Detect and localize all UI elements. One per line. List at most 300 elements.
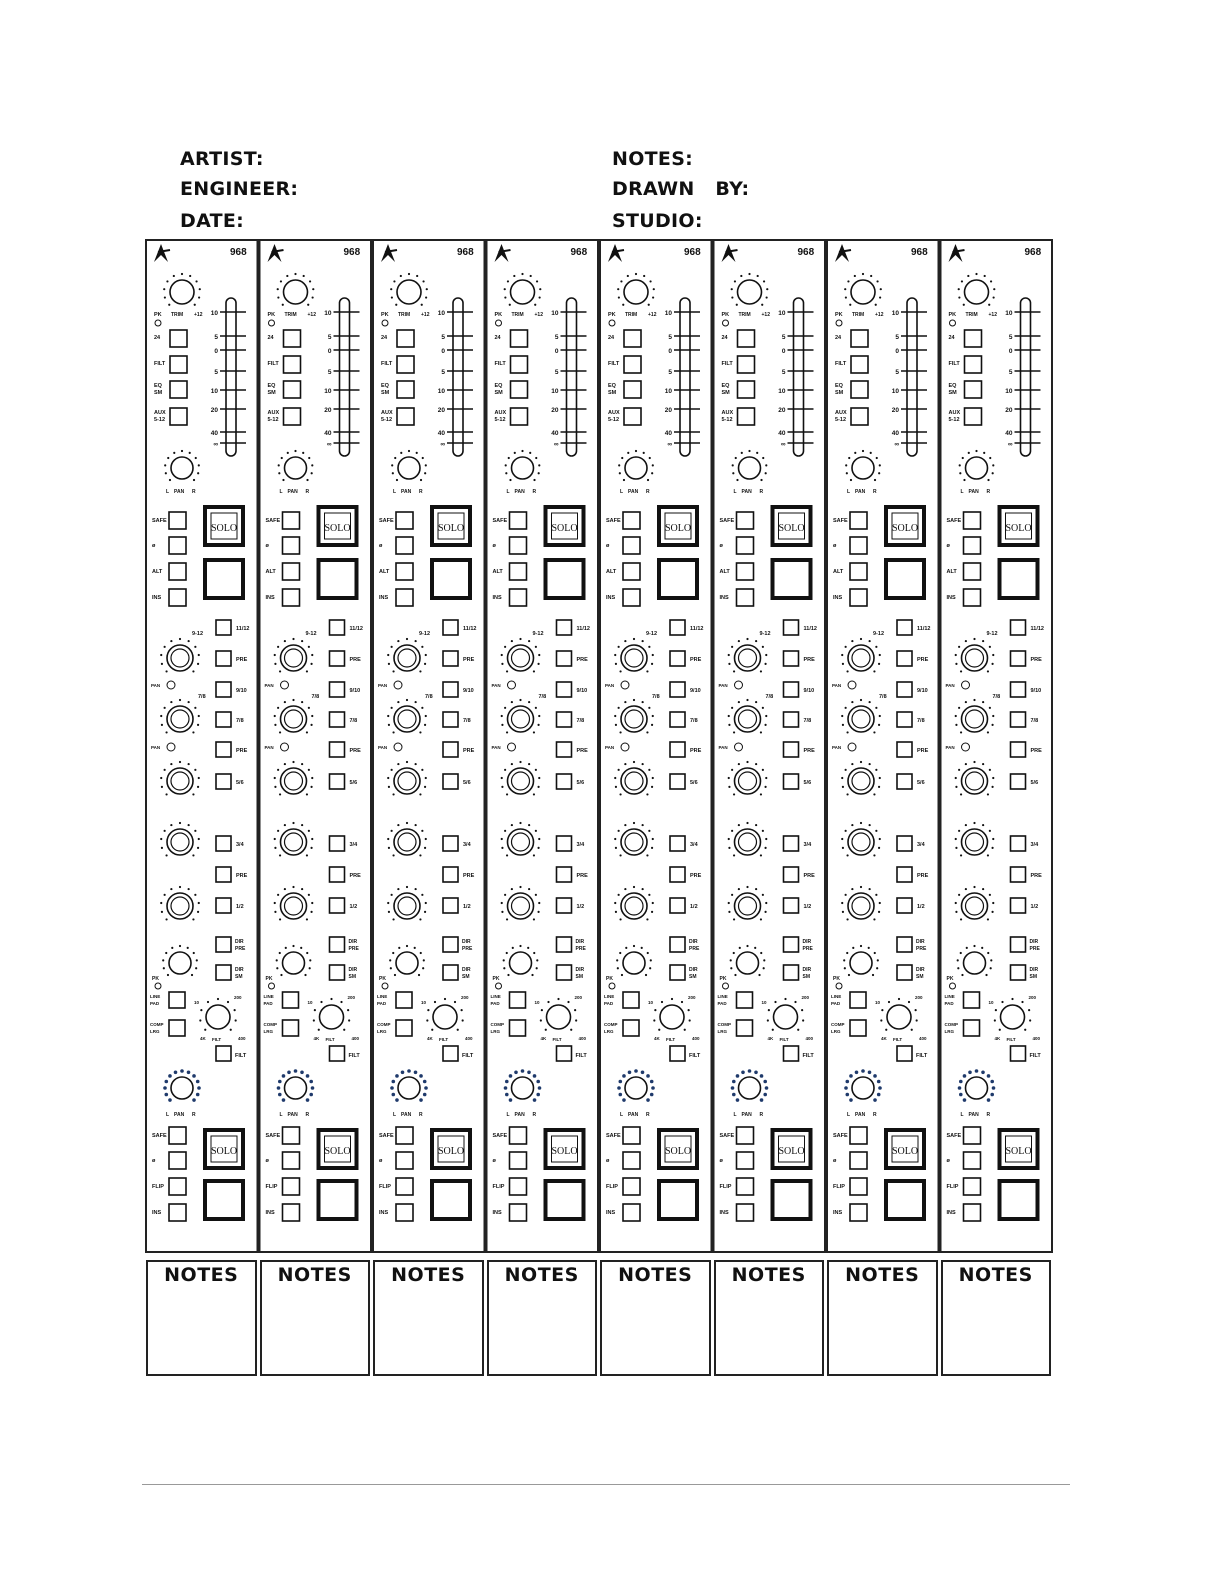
- top-switch-3[interactable]: [170, 408, 187, 425]
- aux-switch-0[interactable]: [216, 620, 231, 635]
- aux-switch-1[interactable]: [1011, 651, 1026, 666]
- top-switch-2[interactable]: [624, 381, 641, 398]
- bottom-switch-1[interactable]: [850, 1152, 867, 1169]
- aux-switch-4[interactable]: [670, 742, 685, 757]
- dir-switch-0[interactable]: [557, 937, 572, 952]
- pan-l-label: L: [393, 489, 397, 495]
- channel-notes-box[interactable]: [373, 1260, 484, 1376]
- top-switch-0[interactable]: [624, 330, 641, 347]
- top-switch-0[interactable]: [511, 330, 528, 347]
- aux-switch-5[interactable]: [670, 774, 685, 789]
- top-switch-3[interactable]: [624, 408, 641, 425]
- filt-switch[interactable]: [897, 1046, 912, 1061]
- line-switch-0[interactable]: [964, 992, 980, 1008]
- knob-dot: [738, 701, 740, 703]
- switch-label: ø: [946, 543, 950, 549]
- aux-switch-7[interactable]: [443, 867, 458, 882]
- aux-switch-1[interactable]: [670, 651, 685, 666]
- top-switch-3[interactable]: [511, 408, 528, 425]
- line-switch-0[interactable]: [623, 992, 639, 1008]
- aux-switch-8[interactable]: [216, 898, 231, 913]
- filt-switch[interactable]: [670, 1046, 685, 1061]
- top-switch-1[interactable]: [738, 356, 755, 373]
- aux-switch-8[interactable]: [784, 898, 799, 913]
- switch-label: EQ: [494, 383, 503, 389]
- knob-dot: [767, 1019, 769, 1021]
- notes-header-label: NOTES:: [612, 148, 694, 170]
- knob-dot: [188, 824, 190, 826]
- top-switch-2[interactable]: [511, 381, 528, 398]
- bottom-switch-1[interactable]: [737, 1152, 754, 1169]
- aux-switch-3[interactable]: [216, 712, 231, 727]
- bottom-switch-0[interactable]: [623, 1127, 640, 1144]
- knob-dot: [174, 1070, 178, 1074]
- aux-switch-6[interactable]: [1011, 836, 1026, 851]
- line-switch-0[interactable]: [169, 992, 185, 1008]
- line-switch-0[interactable]: [510, 992, 526, 1008]
- dir-label: PRE: [802, 946, 813, 952]
- knob-dot: [179, 945, 181, 947]
- aux-pan-label: PAN: [832, 683, 842, 688]
- line-switch-1[interactable]: [396, 1020, 412, 1036]
- dir-switch-0[interactable]: [216, 937, 231, 952]
- aux-switch-7[interactable]: [216, 867, 231, 882]
- aux-switch-0[interactable]: [330, 620, 345, 635]
- channel-notes-box[interactable]: [827, 1260, 938, 1376]
- aux-switch-5[interactable]: [784, 774, 799, 789]
- top-switch-1[interactable]: [170, 356, 187, 373]
- line-switch-0[interactable]: [737, 992, 753, 1008]
- top-switch-2[interactable]: [851, 381, 868, 398]
- aux-switch-2[interactable]: [557, 682, 572, 697]
- top-switch-2[interactable]: [738, 381, 755, 398]
- top-switch-2[interactable]: [965, 381, 982, 398]
- top-switch-0[interactable]: [170, 330, 187, 347]
- knob-dot: [860, 699, 862, 701]
- knob-dot: [633, 822, 635, 824]
- knob-dot: [540, 1019, 542, 1021]
- knob-dot: [179, 886, 181, 888]
- aux-switch-0[interactable]: [897, 620, 912, 635]
- aux-switch-1[interactable]: [216, 651, 231, 666]
- mute-button-2[interactable]: [773, 1181, 811, 1219]
- aux-switch-5[interactable]: [330, 774, 345, 789]
- aux-switch-2[interactable]: [330, 682, 345, 697]
- mid-switch-1[interactable]: [850, 537, 867, 554]
- bottom-switch-2[interactable]: [283, 1178, 300, 1195]
- top-switch-2[interactable]: [170, 381, 187, 398]
- aux-switch-2[interactable]: [443, 682, 458, 697]
- line-label: COMP: [944, 1022, 958, 1027]
- mid-switch-0[interactable]: [737, 512, 754, 529]
- mid-switch-2[interactable]: [169, 563, 186, 580]
- aux-switch-3[interactable]: [784, 712, 799, 727]
- mute-button[interactable]: [432, 560, 470, 598]
- aux-switch-1[interactable]: [784, 651, 799, 666]
- knob-dot: [170, 888, 172, 890]
- mid-switch-2[interactable]: [283, 563, 300, 580]
- bottom-switch-3[interactable]: [510, 1204, 527, 1221]
- knob-dot: [619, 670, 621, 672]
- channel-notes-box[interactable]: [714, 1260, 825, 1376]
- aux-switch-5[interactable]: [443, 774, 458, 789]
- knob-dot: [461, 1009, 463, 1011]
- bottom-switch-0[interactable]: [169, 1127, 186, 1144]
- top-switch-2[interactable]: [397, 381, 414, 398]
- filt-switch[interactable]: [443, 1046, 458, 1061]
- mid-switch-2[interactable]: [623, 563, 640, 580]
- filt-freq: 4K: [427, 1036, 433, 1041]
- aux-switch-6[interactable]: [897, 836, 912, 851]
- aux-switch-label: 3/4: [803, 842, 812, 848]
- line-switch-1[interactable]: [737, 1020, 753, 1036]
- aux-switch-4[interactable]: [897, 742, 912, 757]
- dir-switch-1[interactable]: [216, 965, 231, 980]
- solo-label: SOLO: [551, 523, 578, 534]
- knob-dot: [197, 472, 199, 474]
- bottom-switch-1[interactable]: [964, 1152, 981, 1169]
- line-switch-1[interactable]: [169, 1020, 185, 1036]
- mute-button-2[interactable]: [432, 1181, 470, 1219]
- bottom-switch-2[interactable]: [737, 1178, 754, 1195]
- aux-switch-6[interactable]: [670, 836, 685, 851]
- line-switch-0[interactable]: [396, 992, 412, 1008]
- bottom-switch-0[interactable]: [396, 1127, 413, 1144]
- mid-switch-1[interactable]: [737, 537, 754, 554]
- aux-switch-1[interactable]: [443, 651, 458, 666]
- aux-switch-4[interactable]: [557, 742, 572, 757]
- line-switch-1[interactable]: [850, 1020, 866, 1036]
- bottom-switch-0[interactable]: [283, 1127, 300, 1144]
- bottom-switch-2[interactable]: [510, 1178, 527, 1195]
- top-switch-1[interactable]: [851, 356, 868, 373]
- aux-switch-8[interactable]: [330, 898, 345, 913]
- aux-switch-3[interactable]: [443, 712, 458, 727]
- aux-switch-8[interactable]: [670, 898, 685, 913]
- aux-switch-4[interactable]: [216, 742, 231, 757]
- top-switch-0[interactable]: [738, 330, 755, 347]
- dir-switch-1[interactable]: [897, 965, 912, 980]
- mute-button-2[interactable]: [319, 1181, 357, 1219]
- mid-switch-0[interactable]: [169, 512, 186, 529]
- bottom-switch-0[interactable]: [510, 1127, 527, 1144]
- aux-switch-7[interactable]: [557, 867, 572, 882]
- mid-switch-3[interactable]: [283, 589, 300, 606]
- knob-dot: [651, 786, 653, 788]
- solo-label-2: SOLO: [324, 1146, 351, 1157]
- pan-r-label: R: [305, 1112, 310, 1118]
- notes-box-label: NOTES: [731, 1264, 806, 1286]
- aux-switch-4[interactable]: [443, 742, 458, 757]
- aux-switch-1[interactable]: [897, 651, 912, 666]
- filt-switch-label: FILT: [1029, 1053, 1041, 1059]
- mute-button[interactable]: [546, 560, 584, 598]
- aux-switch-0[interactable]: [443, 620, 458, 635]
- knob-dot: [990, 967, 992, 969]
- filt-freq: 400: [919, 1036, 927, 1041]
- bottom-switch-0[interactable]: [737, 1127, 754, 1144]
- top-switch-3[interactable]: [965, 408, 982, 425]
- top-switch-1[interactable]: [624, 356, 641, 373]
- aux-switch-6[interactable]: [443, 836, 458, 851]
- knob-dot: [618, 646, 620, 648]
- aux-switch-3[interactable]: [557, 712, 572, 727]
- mid-switch-3[interactable]: [510, 589, 527, 606]
- bottom-switch-3[interactable]: [964, 1204, 981, 1221]
- top-switch-3[interactable]: [851, 408, 868, 425]
- aux-switch-3[interactable]: [670, 712, 685, 727]
- knob-dot: [397, 824, 399, 826]
- mute-button[interactable]: [205, 560, 243, 598]
- top-switch-1[interactable]: [397, 356, 414, 373]
- pk-label: PK: [608, 312, 616, 318]
- knob-dot: [624, 701, 626, 703]
- filt-switch[interactable]: [216, 1046, 231, 1061]
- bottom-switch-1[interactable]: [396, 1152, 413, 1169]
- knob-dot: [198, 777, 200, 779]
- bottom-switch-1[interactable]: [169, 1152, 186, 1169]
- channel-notes-box[interactable]: [487, 1260, 598, 1376]
- aux-switch-6[interactable]: [216, 836, 231, 851]
- knob-dot: [506, 918, 508, 920]
- aux-switch-3[interactable]: [1011, 712, 1026, 727]
- aux-switch-6[interactable]: [330, 836, 345, 851]
- dir-switch-1[interactable]: [784, 965, 799, 980]
- aux-switch-0[interactable]: [670, 620, 685, 635]
- aux-switch-3[interactable]: [330, 712, 345, 727]
- aux-switch-4[interactable]: [784, 742, 799, 757]
- aux-switch-8[interactable]: [557, 898, 572, 913]
- top-switch-2[interactable]: [284, 381, 301, 398]
- mid-switch-2[interactable]: [737, 563, 754, 580]
- aux-switch-6[interactable]: [557, 836, 572, 851]
- knob-dot: [519, 945, 521, 947]
- knob-dot: [633, 886, 635, 888]
- knob-dot: [860, 761, 862, 763]
- top-switch-0[interactable]: [397, 330, 414, 347]
- aux-switch-5[interactable]: [557, 774, 572, 789]
- dir-switch-1[interactable]: [330, 965, 345, 980]
- aux-switch-0[interactable]: [557, 620, 572, 635]
- aux-switch-label: PRE: [690, 657, 702, 663]
- mute-button-2[interactable]: [546, 1181, 584, 1219]
- mid-switch-2[interactable]: [964, 563, 981, 580]
- mute-button-2[interactable]: [659, 1181, 697, 1219]
- knob-body: [512, 1077, 534, 1099]
- bottom-switch-3[interactable]: [283, 1204, 300, 1221]
- knob-dot: [308, 894, 310, 896]
- aux-switch-2[interactable]: [1011, 682, 1026, 697]
- dir-switch-1[interactable]: [670, 965, 685, 980]
- filt-switch[interactable]: [330, 1046, 345, 1061]
- bottom-switch-0[interactable]: [964, 1127, 981, 1144]
- mid-switch-2[interactable]: [396, 563, 413, 580]
- channel-notes-box[interactable]: [600, 1260, 711, 1376]
- line-switch-0[interactable]: [283, 992, 299, 1008]
- mid-switch-2[interactable]: [510, 563, 527, 580]
- mute-button-2[interactable]: [205, 1181, 243, 1219]
- aux-switch-7[interactable]: [897, 867, 912, 882]
- mid-switch-0[interactable]: [396, 512, 413, 529]
- channel-notes-box[interactable]: [146, 1260, 257, 1376]
- pan-label: PAN: [514, 1112, 525, 1118]
- line-switch-1[interactable]: [283, 1020, 299, 1036]
- bottom-switch-1[interactable]: [623, 1152, 640, 1169]
- aux-switch-7[interactable]: [670, 867, 685, 882]
- bottom-switch-3[interactable]: [850, 1204, 867, 1221]
- bottom-switch-2[interactable]: [396, 1178, 413, 1195]
- mid-switch-0[interactable]: [510, 512, 527, 529]
- bottom-switch-3[interactable]: [396, 1204, 413, 1221]
- mid-switch-3[interactable]: [396, 589, 413, 606]
- switch-label: SM: [948, 390, 957, 396]
- mid-switch-3[interactable]: [623, 589, 640, 606]
- top-switch-1[interactable]: [965, 356, 982, 373]
- aux-switch-2[interactable]: [897, 682, 912, 697]
- dir-switch-0[interactable]: [784, 937, 799, 952]
- bottom-switch-3[interactable]: [737, 1204, 754, 1221]
- dir-switch-1[interactable]: [1011, 965, 1026, 980]
- top-switch-3[interactable]: [397, 408, 414, 425]
- aux-switch-5[interactable]: [897, 774, 912, 789]
- aux-switch-6[interactable]: [784, 836, 799, 851]
- switch-label: SAFE: [946, 518, 962, 524]
- aux-pan-label: PAN: [605, 683, 615, 688]
- mute-button[interactable]: [773, 560, 811, 598]
- dir-switch-1[interactable]: [557, 965, 572, 980]
- switch-label: SAFE: [265, 1133, 281, 1139]
- aux-switch-5[interactable]: [216, 774, 231, 789]
- mute-button[interactable]: [319, 560, 357, 598]
- mid-switch-1[interactable]: [510, 537, 527, 554]
- line-switch-1[interactable]: [623, 1020, 639, 1036]
- bottom-switch-1[interactable]: [510, 1152, 527, 1169]
- knob-dot: [311, 902, 313, 904]
- mid-switch-3[interactable]: [169, 589, 186, 606]
- channel-notes-box[interactable]: [941, 1260, 1052, 1376]
- switch-label: ø: [152, 1158, 156, 1164]
- aux-switch-5[interactable]: [1011, 774, 1026, 789]
- mute-button[interactable]: [659, 560, 697, 598]
- pan-l-label: L: [620, 489, 624, 495]
- filt-switch[interactable]: [1011, 1046, 1026, 1061]
- mute-button-2[interactable]: [1000, 1181, 1038, 1219]
- aux-switch-7[interactable]: [1011, 867, 1026, 882]
- dir-switch-0[interactable]: [670, 937, 685, 952]
- bottom-switch-1[interactable]: [283, 1152, 300, 1169]
- line-switch-1[interactable]: [510, 1020, 526, 1036]
- aux-switch-3[interactable]: [897, 712, 912, 727]
- top-switch-0[interactable]: [284, 330, 301, 347]
- top-switch-3[interactable]: [738, 408, 755, 425]
- aux-pan-label: PAN: [945, 745, 955, 750]
- top-switch-1[interactable]: [284, 356, 301, 373]
- aux-switch-7[interactable]: [330, 867, 345, 882]
- mid-switch-2[interactable]: [850, 563, 867, 580]
- knob-dot: [306, 479, 308, 481]
- aux-switch-0[interactable]: [784, 620, 799, 635]
- aux-switch-4[interactable]: [330, 742, 345, 757]
- mid-switch-1[interactable]: [964, 537, 981, 554]
- line-switch-1[interactable]: [964, 1020, 980, 1036]
- bottom-switch-2[interactable]: [623, 1178, 640, 1195]
- mid-switch-0[interactable]: [283, 512, 300, 529]
- knob-dot: [421, 830, 423, 832]
- mid-switch-1[interactable]: [396, 537, 413, 554]
- mid-switch-0[interactable]: [850, 512, 867, 529]
- mid-switch-3[interactable]: [850, 589, 867, 606]
- aux-switch-8[interactable]: [1011, 898, 1026, 913]
- mute-button-2[interactable]: [886, 1181, 924, 1219]
- mid-switch-1[interactable]: [623, 537, 640, 554]
- dir-switch-0[interactable]: [330, 937, 345, 952]
- knob-dot: [287, 452, 289, 454]
- line-switch-0[interactable]: [850, 992, 866, 1008]
- knob-dot: [617, 1086, 621, 1090]
- mid-switch-3[interactable]: [737, 589, 754, 606]
- dir-switch-0[interactable]: [1011, 937, 1026, 952]
- aux-label: 9-12: [986, 631, 998, 637]
- knob-dot: [765, 838, 767, 840]
- top-switch-3[interactable]: [284, 408, 301, 425]
- top-switch-1[interactable]: [511, 356, 528, 373]
- mid-switch-0[interactable]: [964, 512, 981, 529]
- dir-switch-0[interactable]: [897, 937, 912, 952]
- bottom-switch-2[interactable]: [850, 1178, 867, 1195]
- bottom-switch-3[interactable]: [623, 1204, 640, 1221]
- aux-switch-0[interactable]: [1011, 620, 1026, 635]
- bottom-switch-0[interactable]: [850, 1127, 867, 1144]
- aux-switch-2[interactable]: [784, 682, 799, 697]
- aux-switch-1[interactable]: [330, 651, 345, 666]
- bottom-switch-2[interactable]: [169, 1178, 186, 1195]
- knob-dot: [648, 304, 650, 306]
- solo-label-2: SOLO: [1005, 1146, 1032, 1157]
- meter-scale-label: 40: [664, 430, 672, 437]
- mid-switch-1[interactable]: [169, 537, 186, 554]
- aux-switch-8[interactable]: [897, 898, 912, 913]
- filt-switch[interactable]: [557, 1046, 572, 1061]
- top-switch-0[interactable]: [851, 330, 868, 347]
- switch-label: ALT: [265, 569, 276, 575]
- mid-switch-1[interactable]: [283, 537, 300, 554]
- bottom-switch-3[interactable]: [169, 1204, 186, 1221]
- switch-label: SAFE: [833, 1133, 848, 1139]
- knob-dot: [995, 1009, 997, 1011]
- mid-switch-3[interactable]: [964, 589, 981, 606]
- mute-button[interactable]: [1000, 560, 1038, 598]
- knob-dot: [642, 640, 644, 642]
- bottom-switch-2[interactable]: [964, 1178, 981, 1195]
- aux-switch-7[interactable]: [784, 867, 799, 882]
- knob-dot: [760, 1098, 764, 1102]
- switch-label: ø: [833, 543, 837, 549]
- aux-switch-1[interactable]: [557, 651, 572, 666]
- channel-notes-box[interactable]: [260, 1260, 371, 1376]
- aux-switch-4[interactable]: [1011, 742, 1026, 757]
- knob-dot: [965, 888, 967, 890]
- filt-switch[interactable]: [784, 1046, 799, 1061]
- dir-switch-1[interactable]: [443, 965, 458, 980]
- aux-switch-2[interactable]: [670, 682, 685, 697]
- meter-scale-label: ∞: [440, 441, 445, 448]
- dir-switch-0[interactable]: [443, 937, 458, 952]
- top-switch-0[interactable]: [965, 330, 982, 347]
- mute-button[interactable]: [886, 560, 924, 598]
- aux-switch-8[interactable]: [443, 898, 458, 913]
- mid-switch-0[interactable]: [623, 512, 640, 529]
- aux-switch-2[interactable]: [216, 682, 231, 697]
